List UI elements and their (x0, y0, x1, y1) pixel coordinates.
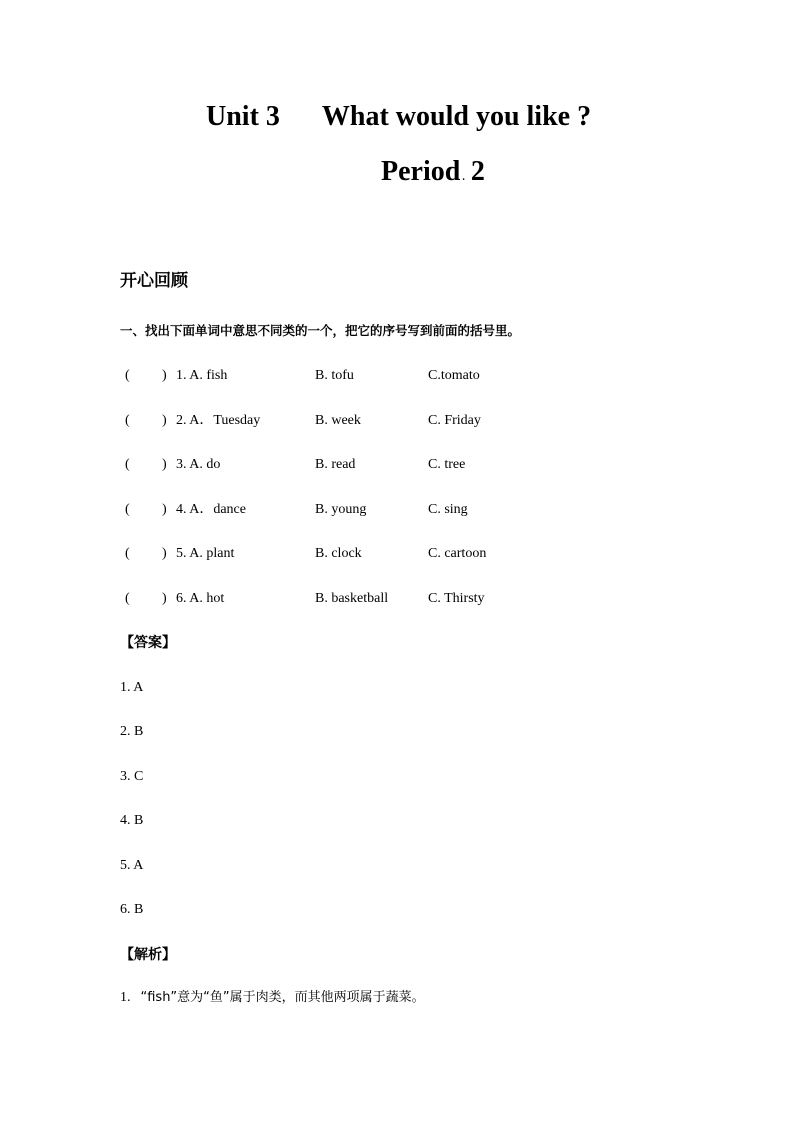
answer-paren-open: ( (125, 413, 130, 428)
option-c: C. Thirsty (428, 591, 485, 606)
period-subtitle (381, 155, 485, 195)
period-number: 2 (470, 156, 485, 187)
option-c: C. tree (428, 457, 466, 472)
answer-paren-close: ) (162, 502, 167, 517)
exercise-instruction: 一、找出下面单词中意思不同类的一个，把它的序号写到前面的括号里。 (120, 323, 521, 338)
answer-paren-close: ) (162, 546, 167, 561)
answer-paren-open: ( (125, 502, 130, 517)
unit-label: Unit 3 (206, 101, 280, 132)
answer-paren-close: ) (162, 457, 167, 472)
answer-paren-open: ( (125, 591, 130, 606)
answer-paren-close: ) (162, 413, 167, 428)
option-a: 5. A. plant (176, 546, 235, 561)
option-c: C. Friday (428, 413, 481, 428)
option-a: 3. A. do (176, 457, 221, 472)
answer-paren-open: ( (125, 457, 130, 472)
page-title (206, 100, 591, 134)
option-b: B. week (315, 413, 361, 428)
explanation-text: “fish”意为“鱼”属于肉类，而其他两项属于蔬菜。 (140, 990, 425, 1005)
unit-title: What would you like ? (321, 101, 592, 132)
answer-item: 4. B (120, 813, 144, 828)
option-b: B. young (315, 502, 367, 517)
period-word: Period (381, 156, 461, 187)
answer-paren-close: ) (162, 591, 167, 606)
answer-item: 3. C (120, 769, 144, 784)
option-c: C. cartoon (428, 546, 487, 561)
option-b: B. clock (315, 546, 362, 561)
option-a: 6. A. hot (176, 591, 225, 606)
answer-item: 1. A (120, 680, 144, 695)
option-c: C. sing (428, 502, 468, 517)
answer-paren-open: ( (125, 546, 130, 561)
explanation-number: 1. (120, 990, 131, 1005)
option-b: B. tofu (315, 368, 354, 383)
period-dot: . (462, 172, 465, 183)
answer-paren-close: ) (162, 368, 167, 383)
section-heading: 开心回顾 (120, 271, 188, 291)
option-a: 2. A．Tuesday (176, 413, 261, 428)
answer-item: 6. B (120, 902, 144, 917)
answer-item: 5. A (120, 858, 144, 873)
option-b: B. read (315, 457, 356, 472)
explanation-heading: 【解析】 (120, 947, 176, 963)
answer-paren-open: ( (125, 368, 130, 383)
option-b: B. basketball (315, 591, 389, 606)
option-a: 4. A．dance (176, 502, 246, 517)
option-c: C.tomato (428, 368, 480, 383)
answer-item: 2. B (120, 724, 144, 739)
option-a: 1. A. fish (176, 368, 228, 383)
explanation-item (120, 988, 425, 1008)
answer-heading: 【答案】 (120, 635, 176, 651)
